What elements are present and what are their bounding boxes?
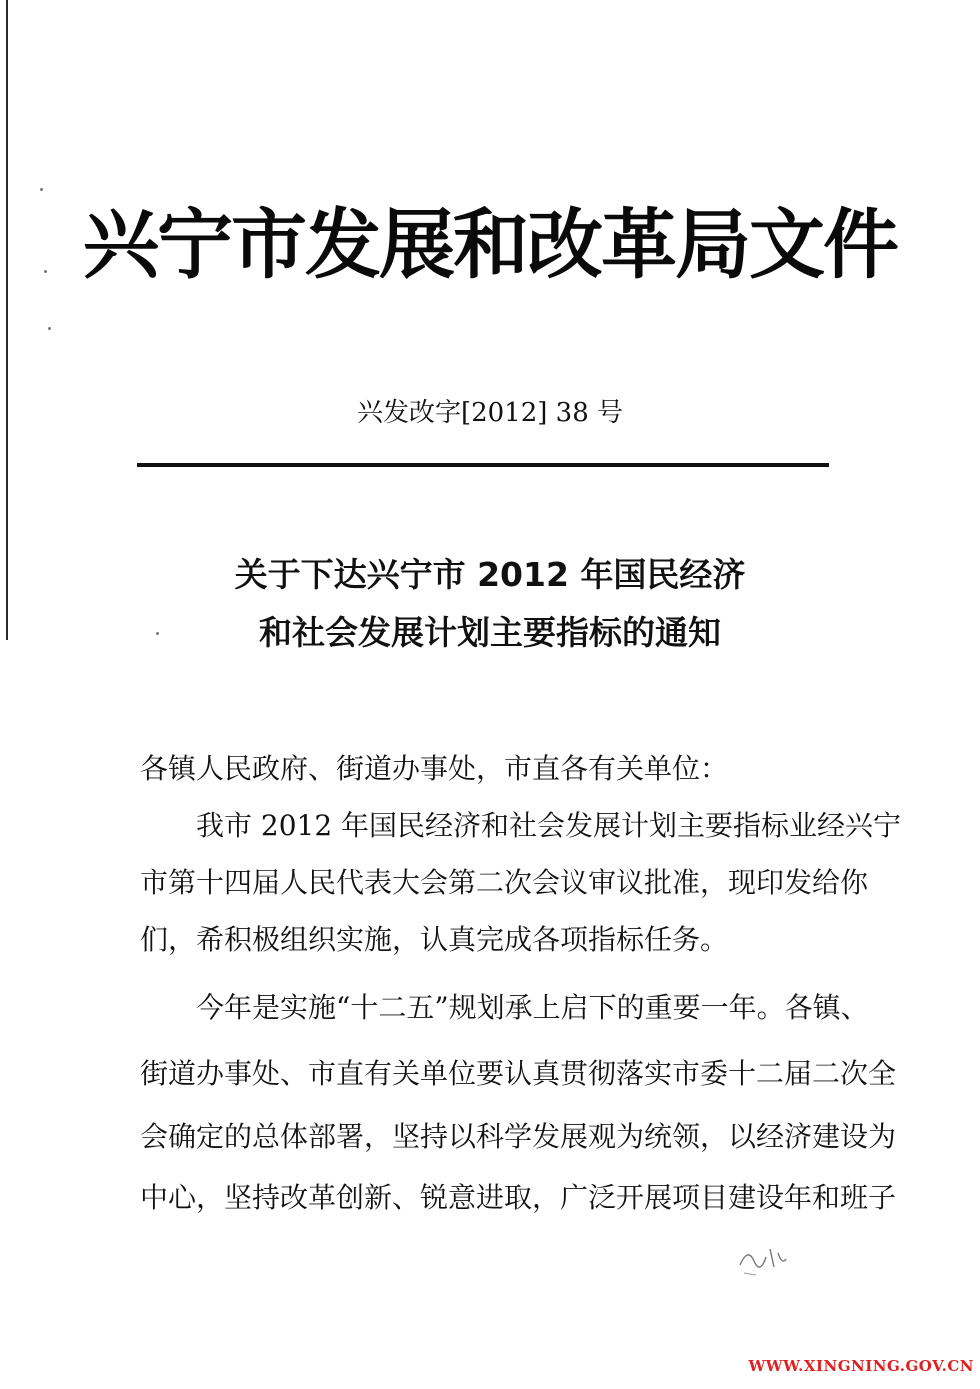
document-title-line-1: 关于下达兴宁市 2012 年国民经济 xyxy=(234,555,746,594)
body-line-6: 会确定的总体部署，坚持以科学发展观为统领，以经济建设为 xyxy=(140,1120,897,1153)
body-line-4: 今年是实施“十二五”规划承上启下的重要一年。各镇、 xyxy=(140,991,869,1024)
scan-speck xyxy=(48,327,51,330)
header-separator-line xyxy=(137,463,829,467)
document-title-line-2: 和社会发展计划主要指标的通知 xyxy=(259,613,721,652)
body-line-2: 市第十四届人民代表大会第二次会议审议批准，现印发给你 xyxy=(140,866,869,899)
addressee-line: 各镇人民政府、街道办事处，市直各有关单位： xyxy=(140,752,729,785)
body-line-5: 街道办事处、市直有关单位要认真贯彻落实市委十二届二次全 xyxy=(140,1057,897,1090)
body-line-7: 中心，坚持改革创新、锐意进取，广泛开展项目建设年和班子 xyxy=(140,1181,897,1214)
page-left-border xyxy=(6,0,8,640)
document-title xyxy=(0,546,980,662)
website-watermark: WWW.XINGNING.GOV.CN xyxy=(748,1357,974,1375)
body-line-1: 我市 2012 年国民经济和社会发展计划主要指标业经兴宁 xyxy=(140,809,902,842)
body-line-3: 们，希积极组织实施，认真完成各项指标任务。 xyxy=(140,923,729,956)
document-number: 兴发改字[2012] 38 号 xyxy=(356,398,624,428)
document-header: 兴宁市发展和改革局文件 xyxy=(83,200,897,289)
handwritten-scribble xyxy=(730,1235,800,1285)
